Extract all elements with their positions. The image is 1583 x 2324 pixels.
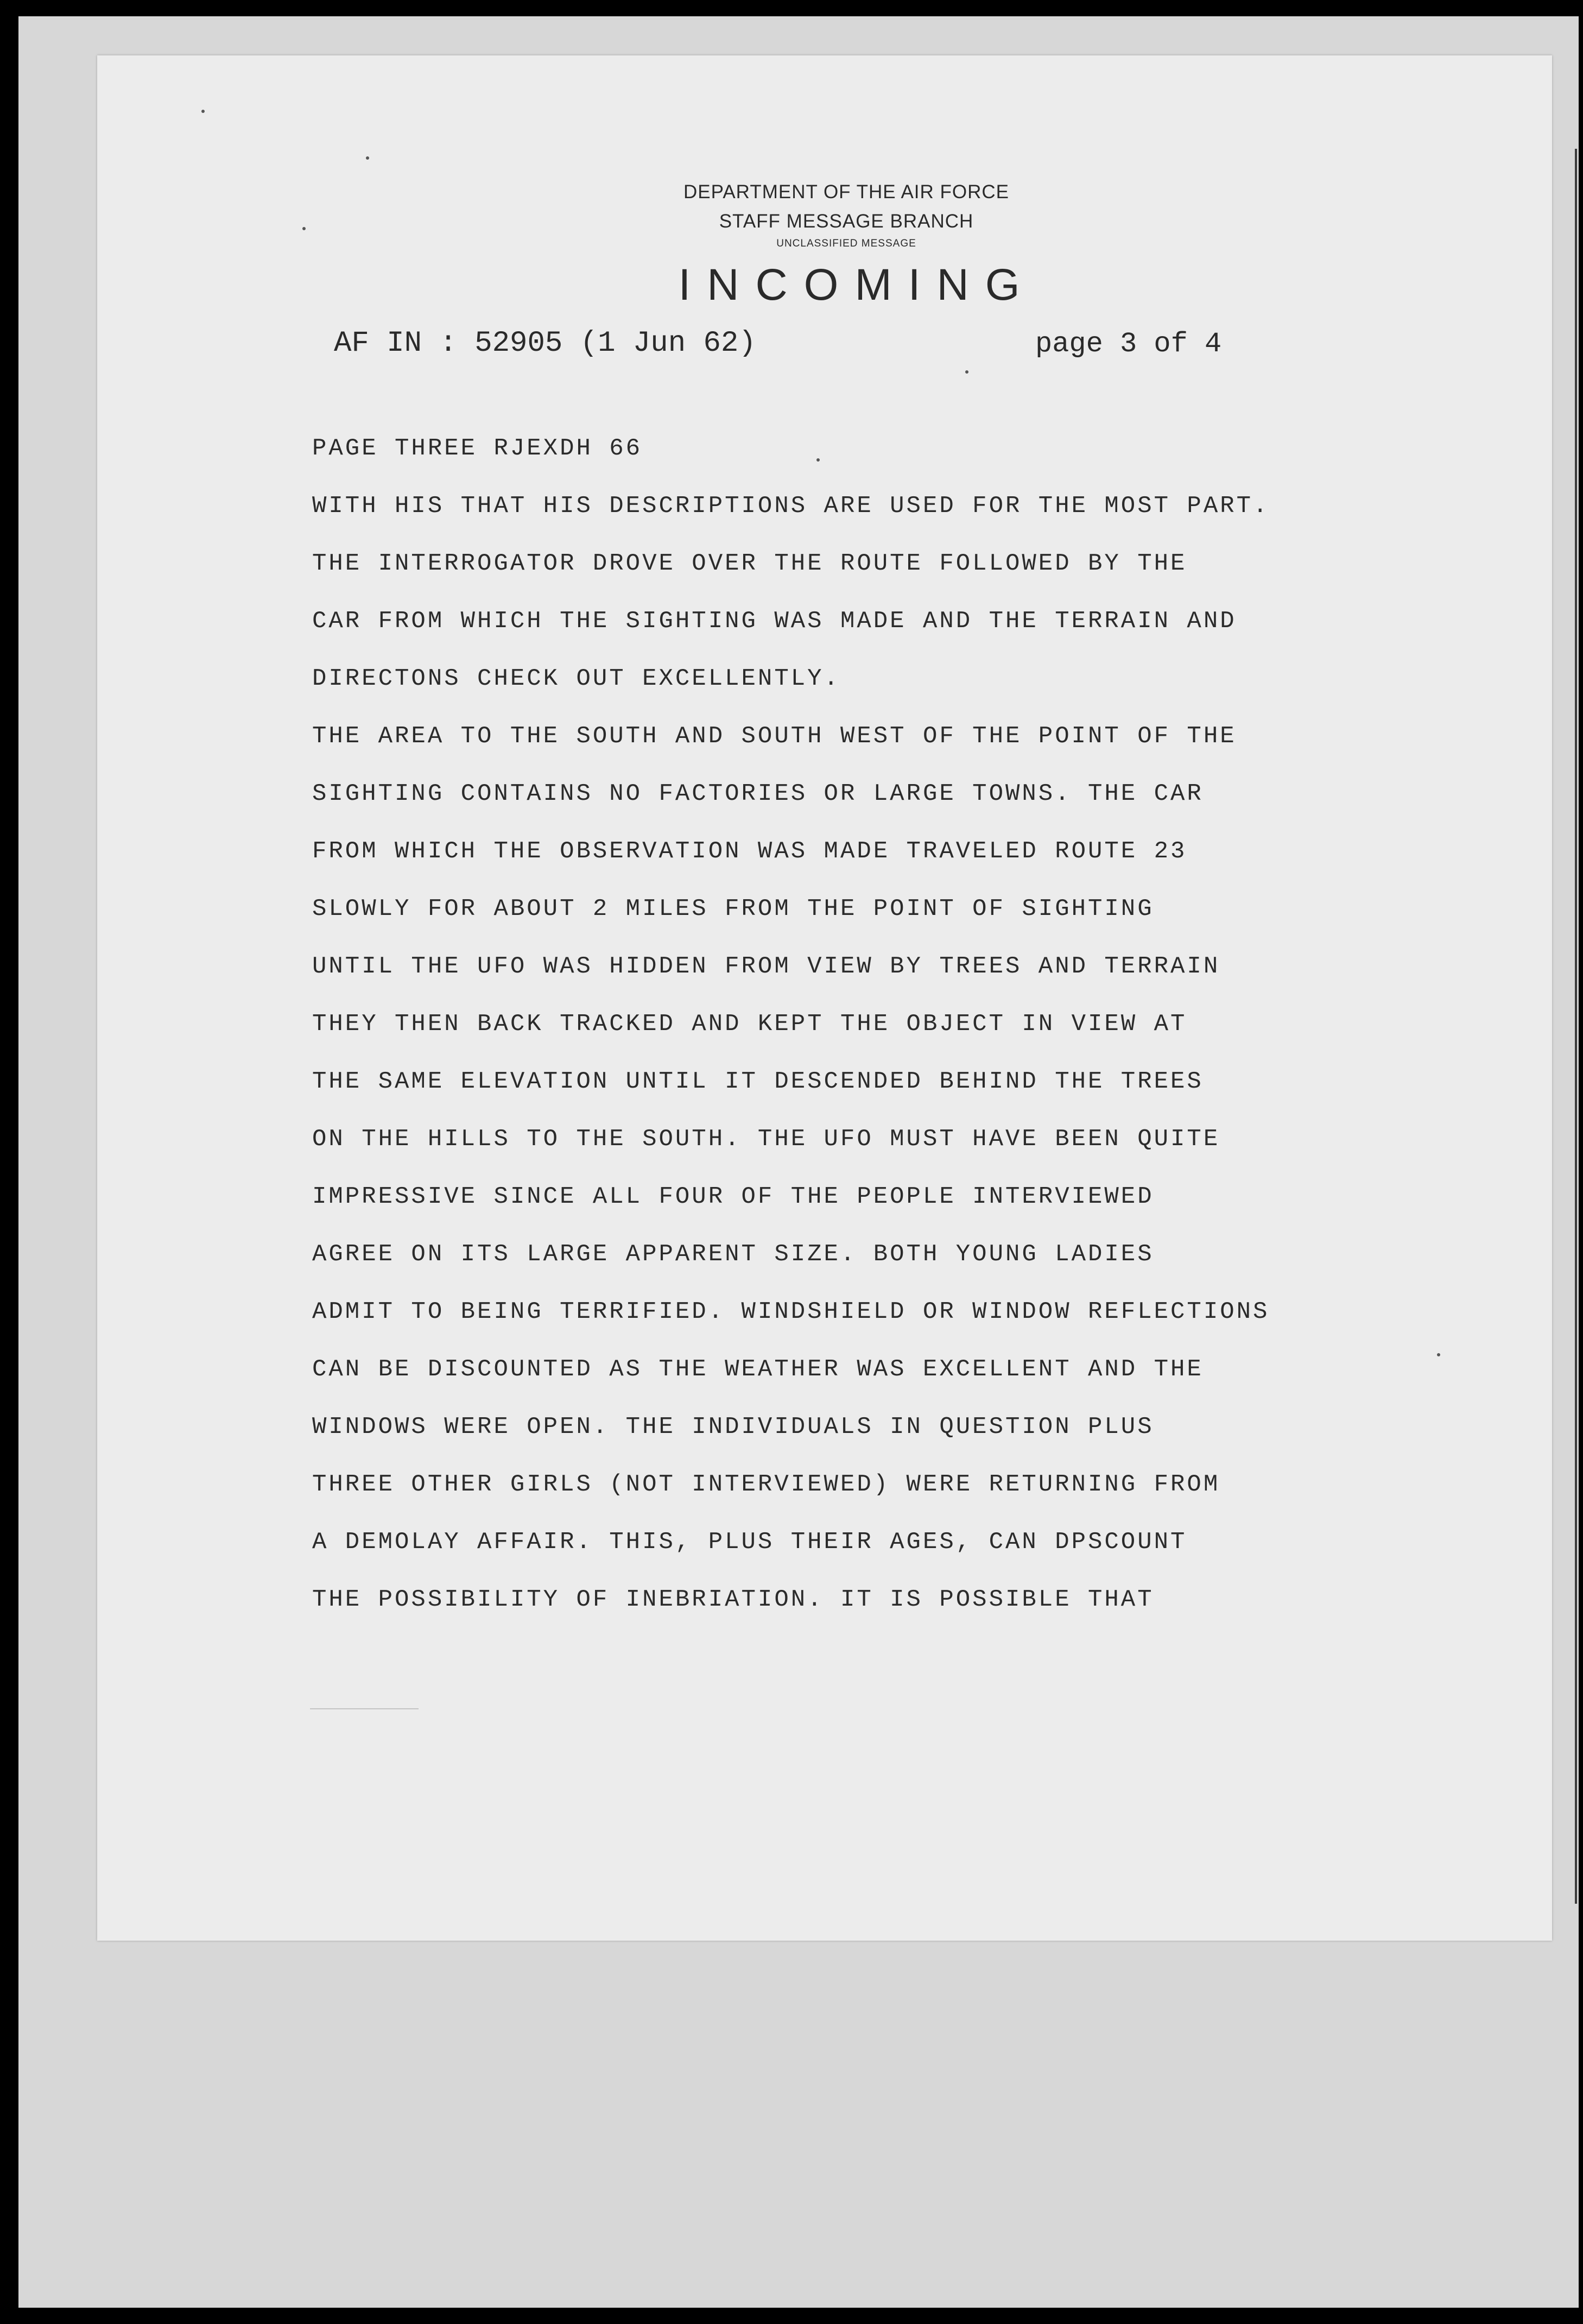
message-title: INCOMING <box>678 260 1036 310</box>
body-line: AGREE ON ITS LARGE APPARENT SIZE. BOTH YOUNG LADIES <box>312 1241 1154 1268</box>
page-indicator: page 3 of 4 <box>1035 328 1222 360</box>
body-line: IMPRESSIVE SINCE ALL FOUR OF THE PEOPLE INTERVIEWED <box>312 1183 1154 1210</box>
dust-speck <box>1437 1353 1440 1356</box>
body-line: THE POSSIBILITY OF INEBRIATION. IT IS POSSIBLE THAT <box>312 1586 1154 1613</box>
body-line: FROM WHICH THE OBSERVATION WAS MADE TRAVELED ROUTE 23 <box>312 838 1187 865</box>
body-line: ADMIT TO BEING TERRIFIED. WINDSHIELD OR WINDOW REFLECTIONS <box>312 1298 1270 1325</box>
right-margin-rule <box>1575 149 1577 1904</box>
body-line: PAGE THREE RJEXDH 66 <box>312 435 643 462</box>
message-reference: AF IN : 52905 (1 Jun 62) <box>334 327 756 360</box>
dust-speck <box>302 227 306 230</box>
dust-speck <box>816 458 820 462</box>
body-line: WITH HIS THAT HIS DESCRIPTIONS ARE USED FOR THE MOST PART. <box>312 492 1270 520</box>
body-line: ON THE HILLS TO THE SOUTH. THE UFO MUST HAVE BEEN QUITE <box>312 1126 1220 1153</box>
body-line: SLOWLY FOR ABOUT 2 MILES FROM THE POINT OF SIGHTING <box>312 895 1154 923</box>
body-line: A DEMOLAY AFFAIR. THIS, PLUS THEIR AGES, CAN DPSCOUNT <box>312 1529 1187 1556</box>
body-line: WINDOWS WERE OPEN. THE INDIVIDUALS IN QUESTION PLUS <box>312 1413 1154 1441</box>
body-line: THE INTERROGATOR DROVE OVER THE ROUTE FOLLOWED BY THE <box>312 550 1187 577</box>
body-line: UNTIL THE UFO WAS HIDDEN FROM VIEW BY TREES AND TERRAIN <box>312 953 1220 980</box>
classification-label: UNCLASSIFIED MESSAGE <box>776 238 916 249</box>
department-heading: DEPARTMENT OF THE AIR FORCE <box>683 181 1010 203</box>
message-body <box>312 433 1506 1642</box>
document-page <box>97 55 1552 1941</box>
microfilm-frame <box>18 16 1579 2308</box>
faint-mark <box>310 1708 419 1709</box>
dust-speck <box>965 370 968 374</box>
body-line: THE AREA TO THE SOUTH AND SOUTH WEST OF THE POINT OF THE <box>312 723 1237 750</box>
body-line: THE SAME ELEVATION UNTIL IT DESCENDED BEHIND THE TREES <box>312 1068 1204 1095</box>
body-line: CAR FROM WHICH THE SIGHTING WAS MADE AND THE TERRAIN AND <box>312 608 1237 635</box>
body-line: SIGHTING CONTAINS NO FACTORIES OR LARGE TOWNS. THE CAR <box>312 780 1204 807</box>
body-line: THEY THEN BACK TRACKED AND KEPT THE OBJECT IN VIEW AT <box>312 1011 1187 1038</box>
body-line: DIRECTONS CHECK OUT EXCELLENTLY. <box>312 665 840 692</box>
body-line: THREE OTHER GIRLS (NOT INTERVIEWED) WERE RETURNING FROM <box>312 1471 1220 1498</box>
body-line: CAN BE DISCOUNTED AS THE WEATHER WAS EXCELLENT AND THE <box>312 1356 1204 1383</box>
dust-speck <box>201 110 205 113</box>
dust-speck <box>366 156 369 160</box>
branch-heading: STAFF MESSAGE BRANCH <box>719 211 974 232</box>
